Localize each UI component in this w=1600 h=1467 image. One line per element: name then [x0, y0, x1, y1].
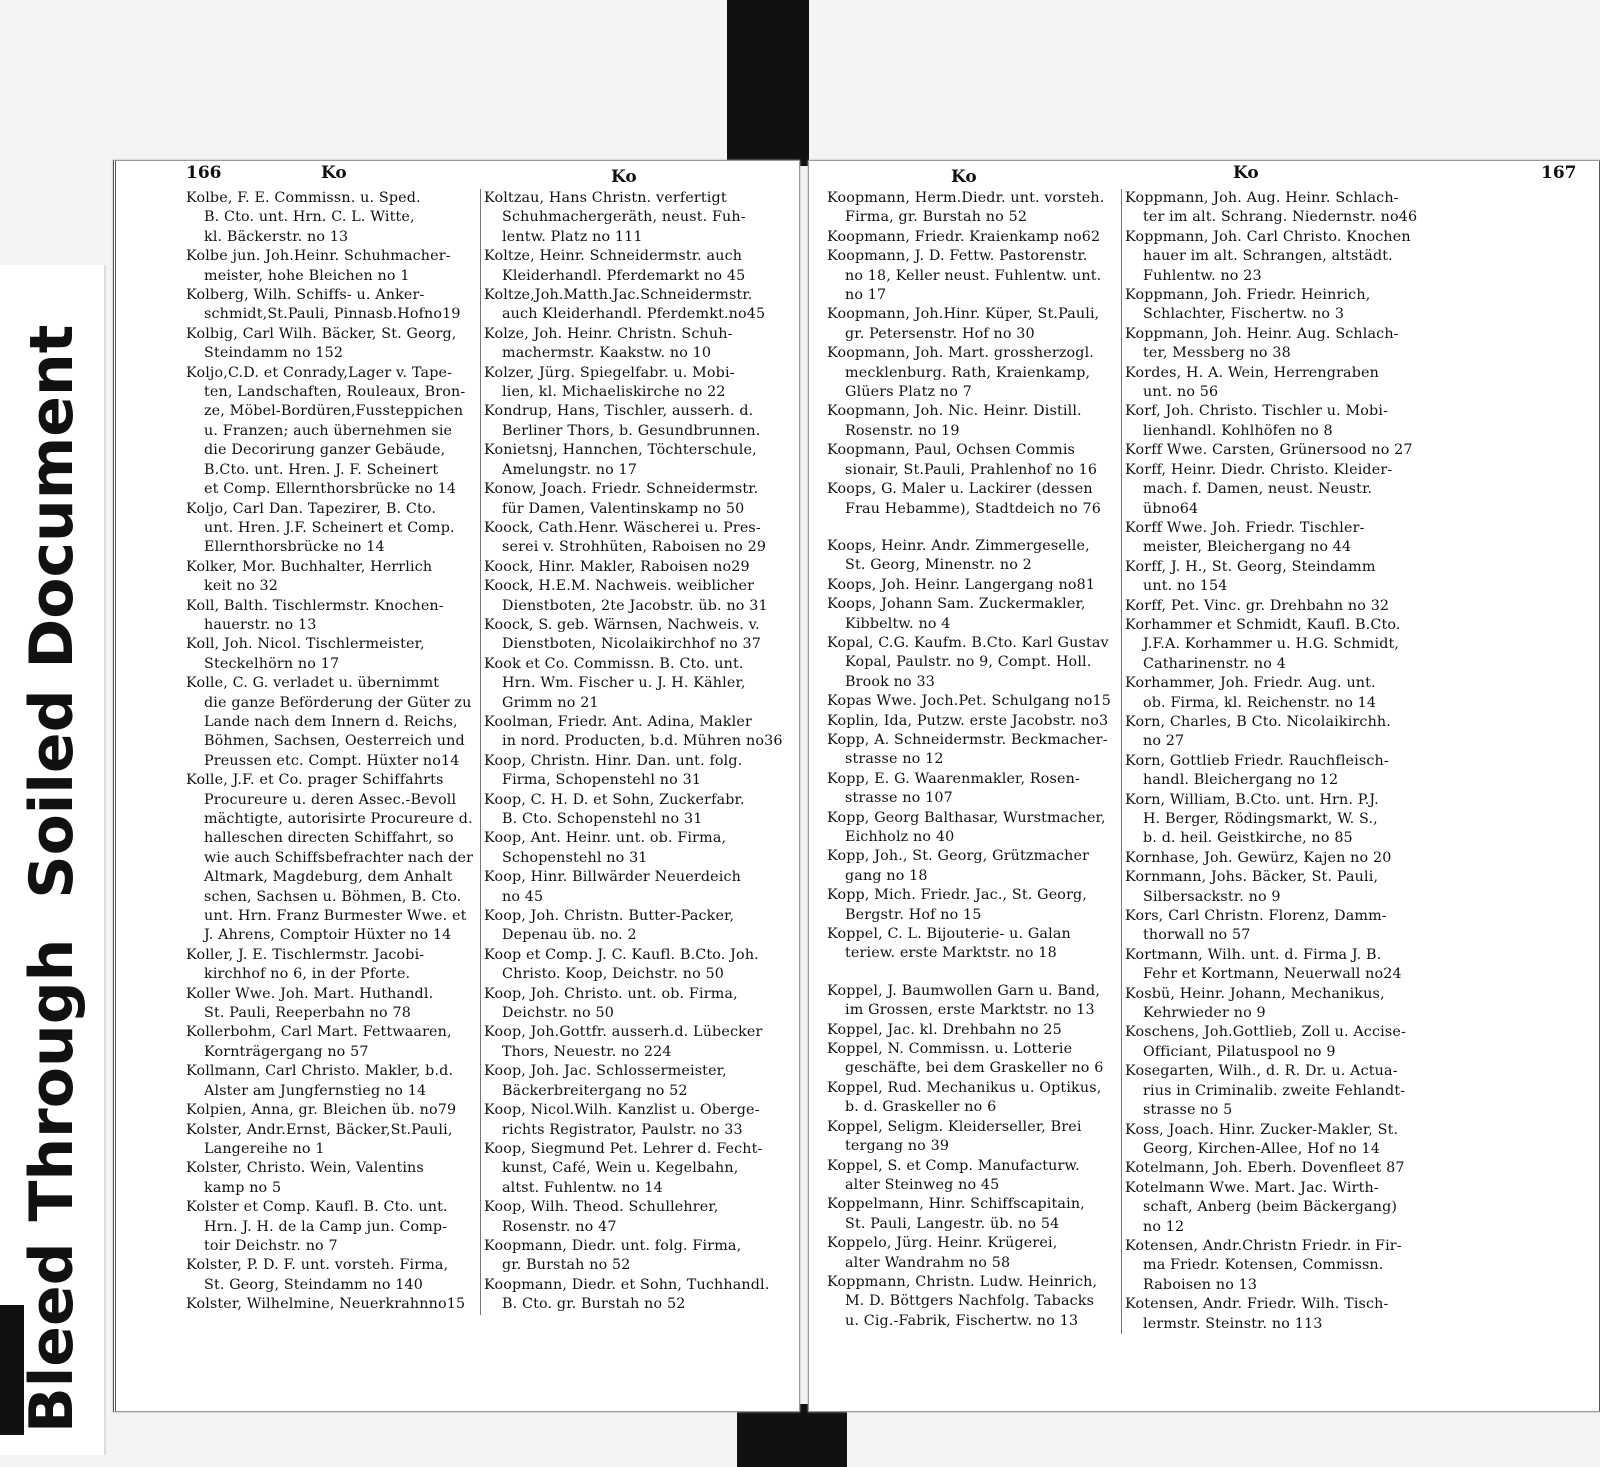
directory-entry: Koops, G. Maler u. Lackirer (dessen Frau Hebamme), Stadtdeich no 76	[827, 481, 1101, 517]
directory-entry: Kolbig, Carl Wilh. Bäcker, St. Georg, Steindamm no 152	[186, 325, 457, 362]
directory-entry: Kolpien, Anna, gr. Bleichen üb. no79	[186, 1102, 457, 1119]
directory-entry: Kolle, J.F. et Co. prager Schiffahrts Procureure u. deren Assec.-Bevoll mächtigte, autorisirte Procureure d. halleschen directen Schiffahrt, so wie auch Schiffsbefrachter nach der Altmark, Magdeburg, dem Anhalt schen, Sachsen u. Böhmen, B. Cto. unt. Hrn. Franz Burmester Wwe. et J. Ahrens, Comptoir Hüxter no 14	[186, 772, 474, 944]
binding-gutter-bottom	[737, 1404, 847, 1467]
directory-entry: Koop, Siegmund Pet. Lehrer d. Fecht- kunst, Café, Wein u. Kegelbahn, altst. Fuhlentw. no 14	[484, 1140, 763, 1196]
directory-entry: Koopmann, Joh.Hinr. Küper, St.Pauli, gr. Petersenstr. Hof no 30	[827, 306, 1100, 342]
directory-entry: Koltzau, Hans Christn. verfertigt Schuhmachergeräth, neust. Fuh- lentw. Platz no 111	[484, 190, 746, 245]
directory-entry: Koop et Comp. J. C. Kaufl. B.Cto. Joh. Christo. Koop, Deichstr. no 50	[484, 946, 759, 983]
directory-entry: Koss, Joach. Hinr. Zucker-Makler, St. Georg, Kirchen-Allee, Hof no 14	[1125, 1121, 1399, 1157]
directory-entry: Kollerbohm, Carl Mart. Fettwaaren, Kornträgergang no 57	[186, 1024, 452, 1060]
right-column-2	[1121, 189, 1425, 1334]
directory-entry: Koops, Joh. Heinr. Langergang no81	[827, 576, 1096, 593]
directory-entry: Kotelmann, Joh. Eberh. Dovenfleet 87	[1125, 1160, 1405, 1177]
directory-entry: Koops, Johann Sam. Zuckermakler, Kibbeltw. no 4	[827, 596, 1086, 632]
right-column-1	[827, 189, 1135, 1331]
directory-entry: Koop, Hinr. Billwärder Neuerdeich no 45	[484, 869, 741, 905]
directory-entry: Kolbe jun. Joh.Heinr. Schuhmacher- meister, hohe Bleichen no 1	[186, 248, 451, 284]
directory-entry: Koltze, Heinr. Schneidermstr. auch Kleiderhandl. Pferdemarkt no 45	[484, 248, 746, 284]
directory-entry: Koopmann, Joh. Mart. grossherzogl. mecklenburg. Rath, Kraienkamp, Glüers Platz no 7	[827, 345, 1094, 401]
directory-entry: Kolle, C. G. verladet u. übernimmt die ganze Beförderung der Güter zu Lande nach dem Innern d. Reichs, Böhmen, Sachsen, Oesterreich und Preussen etc. Compt. Hüxter no14	[186, 675, 472, 769]
directory-entry: Koops, Heinr. Andr. Zimmergeselle, St. Georg, Minenstr. no 2	[827, 537, 1090, 574]
running-head: Ko	[1233, 163, 1259, 183]
directory-entry: Koop, C. H. D. et Sohn, Zuckerfabr. B. Cto. Schopenstehl no 31	[484, 791, 745, 827]
directory-entry: Koopmann, Joh. Nic. Heinr. Distill. Rosenstr. no 19	[827, 403, 1082, 439]
directory-entry: Kors, Carl Christn. Florenz, Damm- thorwall no 57	[1125, 908, 1387, 944]
directory-entry: Koop, Joh. Christo. unt. ob. Firma, Deichstr. no 50	[484, 985, 738, 1022]
stamp-label-bleed-through: Bleed Through	[17, 938, 87, 1433]
directory-entry: Koopmann, Paul, Ochsen Commis sionair, St.Pauli, Prahlenhof no 16	[827, 442, 1098, 478]
directory-entry: Koopmann, J. D. Fettw. Pastorenstr. no 18, Keller neust. Fuhlentw. unt. no 17	[827, 248, 1102, 304]
directory-entry: Koolman, Friedr. Ant. Adina, Makler in nord. Producten, b.d. Mühren no36	[484, 713, 783, 750]
directory-entry: Korn, Gottlieb Friedr. Rauchfleisch- handl. Bleichergang no 12	[1125, 752, 1389, 789]
directory-entry: Koljo,C.D. et Conrady,Lager v. Tape- ten, Landschaften, Rouleaux, Bron- ze, Möbel-Bordüren,Fussteppichen u. Franzen; auch übernehmen sie die Decorirung ganzer Gebäude, B.Cto. unt. Hren. J. F. Scheinert et Comp. Ellernthorsbrücke no 14	[186, 364, 466, 498]
directory-entry: Kolze, Joh. Heinr. Christn. Schuh- machermstr. Kaakstw. no 10	[484, 325, 733, 362]
directory-entry: Kondrup, Hans, Tischler, ausserh. d. Berliner Thors, b. Gesundbrunnen.	[484, 403, 761, 439]
stamp-text	[2, 267, 102, 1453]
directory-entry: Koppelmann, Hinr. Schiffscapitain, St. Pauli, Langestr. üb. no 54	[827, 1196, 1085, 1232]
directory-entry: Koppmann, Joh. Heinr. Aug. Schlach- ter, Messberg no 38	[1125, 325, 1399, 362]
directory-entry: Koop, Christn. Hinr. Dan. unt. folg. Firma, Schopenstehl no 31	[484, 752, 743, 789]
directory-entry: Kolster, Wilhelmine, Neuerkrahnno15	[186, 1296, 466, 1313]
directory-entry: Koppmann, Joh. Carl Christo. Knochen hauer im alt. Schrangen, altstädt. Fuhlentw. no 23	[1125, 228, 1411, 284]
right-page-header	[809, 163, 1599, 185]
directory-entry: Kornhase, Joh. Gewürz, Kajen no 20	[1125, 849, 1392, 866]
directory-entry: Korff, Pet. Vinc. gr. Drehbahn no 32	[1125, 597, 1390, 614]
directory-entry: Kolster, Andr.Ernst, Bäcker,St.Pauli, Langereihe no 1	[186, 1121, 453, 1157]
directory-entry: Koppelo, Jürg. Heinr. Krügerei, alter Wandrahm no 58	[827, 1235, 1058, 1271]
directory-entry: Koock, S. geb. Wärnsen, Nachweis. v. Dienstboten, Nicolaikirchhof no 37	[484, 616, 762, 653]
directory-entry: Korf, Joh. Christo. Tischler u. Mobi- lienhandl. Kohlhöfen no 8	[1125, 403, 1389, 439]
directory-entry: Koltze,Joh.Matth.Jac.Schneidermstr. auch Kleiderhandl. Pferdemkt.no45	[484, 287, 766, 323]
directory-entry: Koock, Hinr. Makler, Raboisen no29	[484, 558, 750, 575]
directory-entry: Kosegarten, Wilh., d. R. Dr. u. Actua- rius in Criminalib. zweite Fehlandt- strasse no 5	[1125, 1063, 1406, 1119]
left-column-2	[480, 189, 784, 1315]
directory-entry: Kolberg, Wilh. Schiffs- u. Anker- schmidt,St.Pauli, Pinnasb.Hofno19	[186, 287, 461, 323]
directory-entry: Kopp, A. Schneidermstr. Beckmacher- strasse no 12	[827, 731, 1108, 768]
directory-entry: Koppel, J. Baumwollen Garn u. Band, im Grossen, erste Marktstr. no 13	[827, 982, 1101, 1019]
directory-entry: Koopmann, Diedr. unt. folg. Firma, gr. Burstah no 52	[484, 1237, 742, 1274]
directory-entry: Kolzer, Jürg. Spiegelfabr. u. Mobi- lien, kl. Michaeliskirche no 22	[484, 364, 735, 401]
directory-entry: Korff Wwe. Carsten, Grünersood no 27	[1125, 442, 1413, 459]
directory-entry: Koppmann, Joh. Aug. Heinr. Schlach- ter im alt. Schrang. Niedernstr. no46	[1125, 190, 1418, 226]
binding-gutter-top	[727, 0, 809, 166]
directory-entry: Kotensen, Andr. Friedr. Wilh. Tisch- lermstr. Steinstr. no 113	[1125, 1296, 1389, 1332]
directory-entry: Konietsnj, Hannchen, Töchterschule, Amelungstr. no 17	[484, 442, 757, 478]
directory-entry: Konow, Joach. Friedr. Schneidermstr. für Damen, Valentinskamp no 50	[484, 481, 759, 517]
directory-entry: Koll, Joh. Nicol. Tischlermeister, Steckelhörn no 17	[186, 636, 425, 672]
directory-entry: Kosbü, Heinr. Johann, Mechanikus, Kehrwieder no 9	[1125, 985, 1385, 1022]
condition-stamp	[0, 265, 106, 1455]
left-page	[113, 160, 800, 1412]
directory-entry: Korhammer, Joh. Friedr. Aug. unt. ob. Firma, kl. Reichenstr. no 14	[1125, 675, 1377, 711]
directory-entry: Korhammer et Schmidt, Kaufl. B.Cto. J.F.A. Korhammer u. H.G. Schmidt, Catharinenstr. no 4	[1125, 616, 1401, 672]
directory-entry: Kopp, E. G. Waarenmakler, Rosen- strasse no 107	[827, 770, 1080, 807]
directory-entry: Kotensen, Andr.Christn Friedr. in Fir- ma Friedr. Kotensen, Commissn. Raboisen no 13	[1125, 1237, 1402, 1293]
directory-entry: Kordes, H. A. Wein, Herrengraben unt. no 56	[1125, 364, 1380, 401]
directory-entry: Korn, William, B.Cto. unt. Hrn. P.J. H. Berger, Rödingsmarkt, W. S., b. d. heil. Geistkirche, no 85	[1125, 791, 1379, 847]
running-head: Ko	[321, 163, 347, 183]
directory-entry: Koop, Joh.Gottfr. ausserh.d. Lübecker Thors, Neuestr. no 224	[484, 1024, 763, 1060]
directory-entry: Koppel, S. et Comp. Manufacturw. alter Steinweg no 45	[827, 1157, 1080, 1193]
running-head: Ko	[951, 167, 977, 187]
directory-entry: Kopal, C.G. Kaufm. B.Cto. Karl Gustav Kopal, Paulstr. no 9, Compt. Holl. Brook no 33	[827, 634, 1109, 690]
directory-entry: Koppel, C. L. Bijouterie- u. Galan teriew. erste Marktstr. no 18	[827, 926, 1071, 962]
directory-entry: Koschens, Joh.Gottlieb, Zoll u. Accise- Officiant, Pilatuspool no 9	[1125, 1024, 1406, 1060]
directory-entry: Koopmann, Herm.Diedr. unt. vorsteh. Firma, gr. Burstah no 52	[827, 190, 1105, 226]
directory-entry: Koll, Balth. Tischlermstr. Knochen- hauerstr. no 13	[186, 597, 444, 633]
directory-entry: Kortmann, Wilh. unt. d. Firma J. B. Fehr et Kortmann, Neuerwall no24	[1125, 946, 1402, 983]
directory-entry: Koppel, Rud. Mechanikus u. Optikus, b. d. Graskeller no 6	[827, 1079, 1102, 1116]
right-page	[808, 160, 1600, 1412]
directory-entry: Kopas Wwe. Joch.Pet. Schulgang no15	[827, 693, 1111, 710]
directory-entry: Koller, J. E. Tischlermstr. Jacobi- kirchhof no 6, in der Pforte.	[186, 946, 425, 983]
directory-entry: Koppel, Seligm. Kleiderseller, Brei tergang no 39	[827, 1118, 1082, 1155]
directory-entry: Kolbe, F. E. Commissn. u. Sped. B. Cto. unt. Hrn. C. L. Witte, kl. Bäckerstr. no 13	[186, 190, 421, 245]
directory-entry: Koppmann, Christn. Ludw. Heinrich, M. D. Böttgers Nachfolg. Tabacks u. Cig.-Fabrik, Fischertw. no 13	[827, 1273, 1098, 1329]
running-head: Ko	[611, 167, 637, 187]
directory-entry: Korn, Charles, B Cto. Nicolaikirchh. no 27	[1125, 713, 1391, 750]
directory-entry: Kollmann, Carl Christo. Makler, b.d. Alster am Jungfernstieg no 14	[186, 1063, 454, 1099]
directory-entry: Koop, Nicol.Wilh. Kanzlist u. Oberge- richts Registrator, Paulstr. no 33	[484, 1102, 760, 1138]
stamp-label-soiled-document: Soiled Document	[17, 324, 87, 899]
directory-entry: Korff Wwe. Joh. Friedr. Tischler- meister, Bleichergang no 44	[1125, 519, 1365, 556]
directory-entry: Kopp, Joh., St. Georg, Grützmacher gang no 18	[827, 848, 1090, 884]
directory-entry: Kopp, Mich. Friedr. Jac., St. Georg, Bergstr. Hof no 15	[827, 887, 1088, 923]
directory-entry: Koop, Joh. Christn. Butter-Packer, Depenau üb. no. 2	[484, 908, 735, 944]
directory-entry: Koljo, Carl Dan. Tapezirer, B. Cto. unt. Hren. J.F. Scheinert et Comp. Ellernthorsbrücke no 14	[186, 500, 455, 556]
directory-entry: Koppmann, Joh. Friedr. Heinrich, Schlachter, Fischertw. no 3	[1125, 287, 1371, 323]
directory-entry: Koopmann, Diedr. et Sohn, Tuchhandl. B. Cto. gr. Burstah no 52	[484, 1276, 770, 1313]
directory-entry: Kornmann, Johs. Bäcker, St. Pauli, Silbersackstr. no 9	[1125, 869, 1379, 905]
directory-entry: Korff, Heinr. Diedr. Christo. Kleider- mach. f. Damen, neust. Neustr. übno64	[1125, 461, 1393, 517]
directory-entry: Kolster, Christo. Wein, Valentins kamp no 5	[186, 1160, 424, 1196]
directory-entry: Kolster et Comp. Kaufl. B. Cto. unt. Hrn. J. H. de la Camp jun. Comp- toir Deichstr. no 7	[186, 1199, 448, 1254]
directory-entry: Koock, Cath.Henr. Wäscherei u. Pres- serei v. Strohhüten, Raboisen no 29	[484, 519, 767, 556]
directory-entry: Kotelmann Wwe. Mart. Jac. Wirth- schaft, Anberg (beim Bäckergang) no 12	[1125, 1179, 1398, 1235]
directory-entry: Kopp, Georg Balthasar, Wurstmacher, Eichholz no 40	[827, 809, 1106, 845]
directory-entry: Koppel, N. Commissn. u. Lotterie geschäfte, bei dem Graskeller no 6	[827, 1041, 1104, 1077]
page-number: 167	[1541, 163, 1577, 183]
directory-entry: Kolker, Mor. Buchhalter, Herrlich keit no 32	[186, 558, 433, 595]
directory-entry: Koop, Ant. Heinr. unt. ob. Firma, Schopenstehl no 31	[484, 830, 727, 866]
directory-entry: Koock, H.E.M. Nachweis. weiblicher Dienstboten, 2te Jacobstr. üb. no 31	[484, 578, 768, 614]
directory-entry: Koller Wwe. Joh. Mart. Huthandl. St. Pauli, Reeperbahn no 78	[186, 985, 434, 1022]
directory-entry: Koop, Joh. Jac. Schlossermeister, Bäckerbreitergang no 52	[484, 1063, 727, 1099]
page-number: 166	[186, 163, 222, 183]
directory-entry: Kook et Co. Commissn. B. Cto. unt. Hrn. Wm. Fischer u. J. H. Kähler, Grimm no 21	[484, 655, 746, 711]
directory-entry: Korff, J. H., St. Georg, Steindamm unt. no 154	[1125, 558, 1376, 595]
directory-entry: Koplin, Ida, Putzw. erste Jacobstr. no3	[827, 712, 1109, 729]
directory-entry: Koop, Wilh. Theod. Schullehrer, Rosenstr. no 47	[484, 1199, 719, 1235]
directory-entry: Koppel, Jac. kl. Drehbahn no 25	[827, 1021, 1062, 1038]
directory-entry: Kolster, P. D. F. unt. vorsteh. Firma, St. Georg, Steindamm no 140	[186, 1257, 449, 1293]
left-page-header	[116, 163, 799, 185]
directory-entry: Koopmann, Friedr. Kraienkamp no62	[827, 228, 1101, 245]
